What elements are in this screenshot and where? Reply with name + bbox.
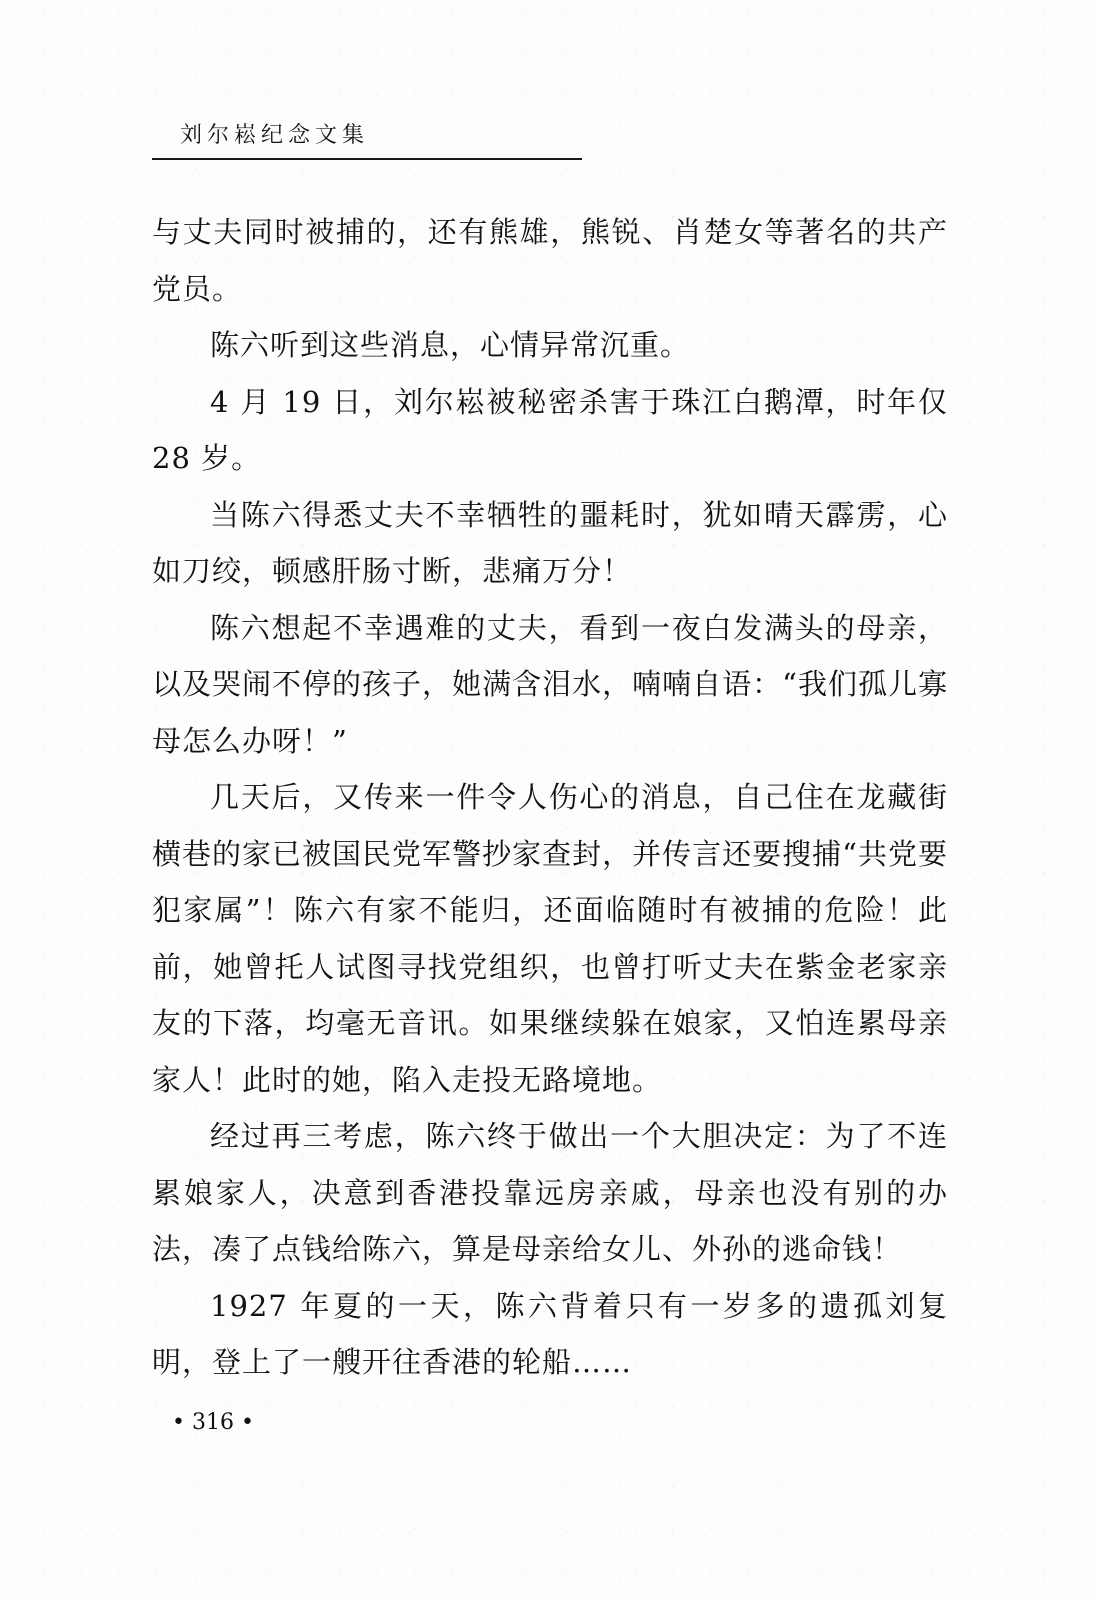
paragraph: 几天后，又传来一件令人伤心的消息，自己住在龙藏街横巷的家已被国民党军警抄家查封，并传言还要搜捕“共党要犯家属”！陈六有家不能归，还面临随时有被捕的危险！此前，她曾托人试图寻找党组织，也曾打听丈夫在紫金老家亲友的下落，均毫无音讯。如果继续躲在娘家，又怕连累母亲家人！此时的她，陷入走投无路境地。 (152, 780, 948, 1097)
paragraph: 1927 年夏的一天，陈六背着只有一岁多的遗孤刘复明，登上了一艘开往香港的轮船…… (152, 1288, 948, 1379)
body-text (152, 204, 948, 1391)
paragraph: 当陈六得悉丈夫不幸牺牲的噩耗时，犹如晴天霹雳，心如刀绞，顿感肝肠寸断，悲痛万分！ (152, 497, 948, 588)
page-number: • 316 • (172, 1410, 254, 1435)
paragraph: 陈六听到这些消息，心情异常沉重。 (210, 328, 691, 362)
paragraph: 4 月 19 日，刘尔崧被秘密杀害于珠江白鹅潭，时年仅 28 岁。 (152, 384, 948, 475)
paragraph: 陈六想起不幸遇难的丈夫，看到一夜白发满头的母亲，以及哭闹不停的孩子，她满含泪水，喃喃自语：“我们孤儿寡母怎么办呀！” (152, 610, 948, 758)
running-header-title: 刘尔崧纪念文集 (180, 123, 370, 148)
paragraph: 经过再三考虑，陈六终于做出一个大胆决定：为了不连累娘家人，决意到香港投靠远房亲戚，母亲也没有别的办法，凑了点钱给陈六，算是母亲给女儿、外孙的逃命钱！ (152, 1119, 948, 1266)
paragraph-continuation: 与丈夫同时被捕的，还有熊雄，熊锐、肖楚女等著名的共产党员。 (152, 215, 948, 306)
header-rule (152, 158, 582, 160)
